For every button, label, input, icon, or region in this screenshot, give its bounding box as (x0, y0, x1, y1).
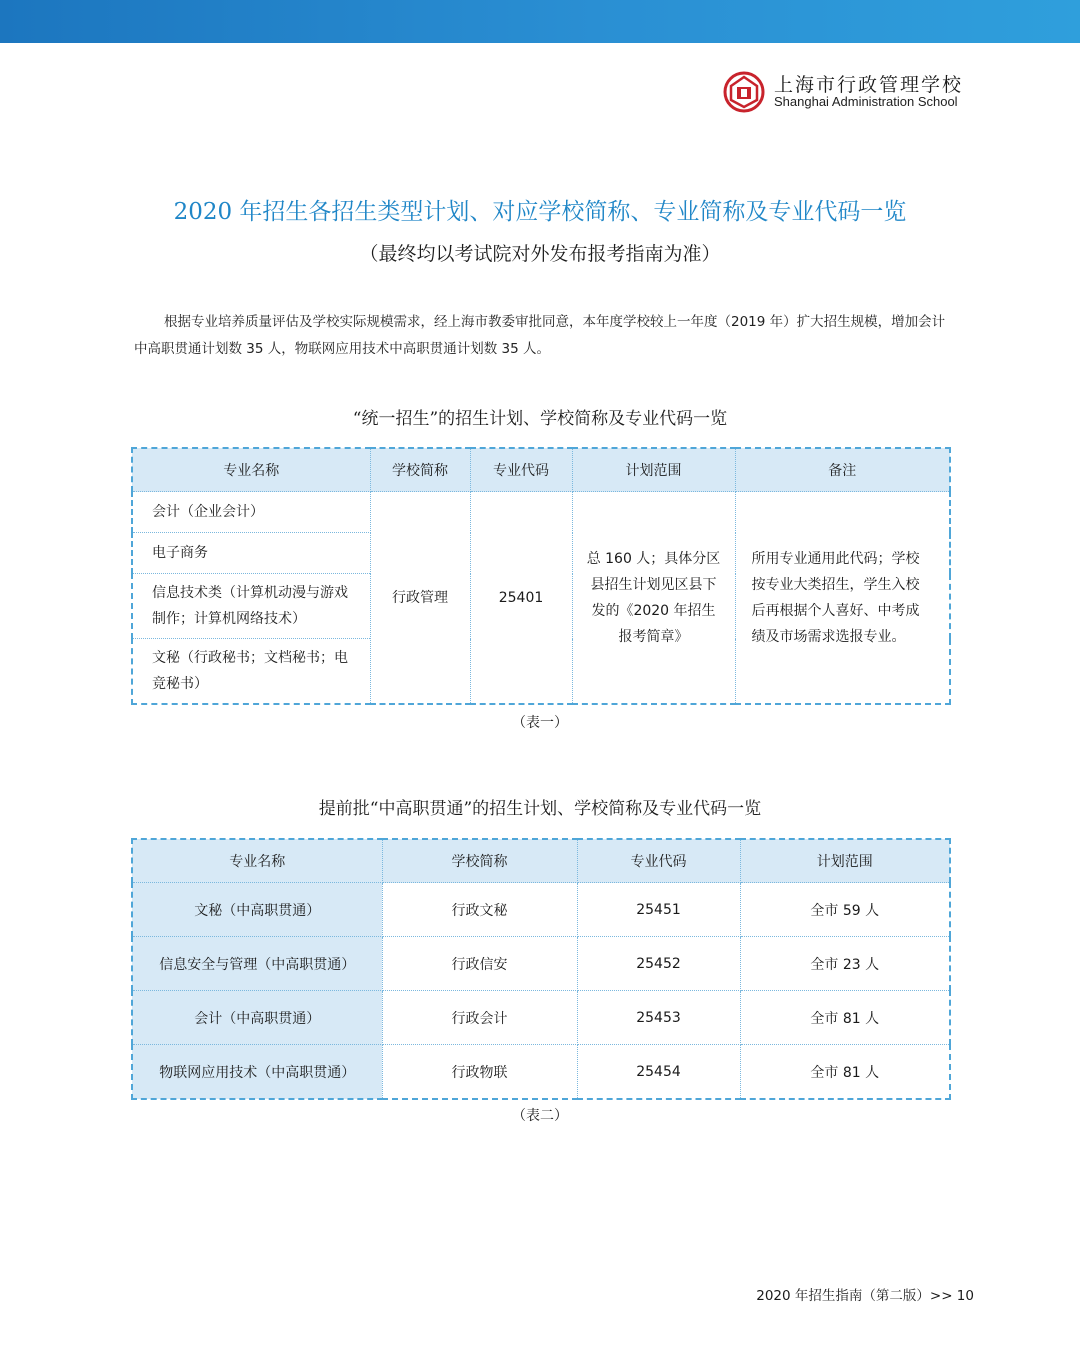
page-subtitle: （最终均以考试院对外发布报考指南为准） (359, 243, 721, 265)
table1-title: “统一招生”的招生计划、学校简称及专业代码一览 (352, 409, 728, 429)
table-header-row (132, 448, 950, 492)
school-name-cn: 上海市行政管理学校 (774, 74, 964, 96)
top-color-band (0, 0, 1080, 43)
table-row (132, 1045, 950, 1100)
school-abbr: 行政文秘 (382, 883, 577, 937)
table-row (132, 883, 950, 937)
major-name: 会计（企业会计） (132, 492, 370, 533)
school-abbr: 行政会计 (382, 991, 577, 1045)
header-cell: 专业代码 (577, 839, 740, 883)
header-cell: 学校简称 (382, 839, 577, 883)
plan-scope: 全市 81 人 (740, 1045, 950, 1100)
plan-scope: 全市 81 人 (740, 991, 950, 1045)
header-cell: 专业代码 (470, 448, 572, 492)
header-cell: 计划范围 (740, 839, 950, 883)
unified-enrollment-table (131, 447, 951, 705)
major-name: 文秘（行政秘书；文档秘书；电竞秘书） (132, 639, 370, 705)
major-name: 文秘（中高职贯通） (132, 883, 382, 937)
table2-title: 提前批“中高职贯通”的招生计划、学校简称及专业代码一览 (318, 799, 762, 819)
header-cell: 专业名称 (132, 448, 370, 492)
header-cell: 专业名称 (132, 839, 382, 883)
major-code: 25452 (577, 937, 740, 991)
plan-scope: 全市 59 人 (740, 883, 950, 937)
major-name: 物联网应用技术（中高职贯通） (132, 1045, 382, 1100)
header-cell: 计划范围 (572, 448, 735, 492)
school-abbr: 行政管理 (370, 492, 470, 705)
major-code: 25454 (577, 1045, 740, 1100)
table-row (132, 991, 950, 1045)
table2-caption: （表二） (512, 1108, 568, 1124)
school-emblem-icon (722, 70, 766, 114)
table-row (132, 492, 950, 533)
table1-caption: （表一） (512, 715, 568, 731)
intro-paragraph: 根据专业培养质量评估及学校实际规模需求，经上海市教委审批同意，本年度学校较上一年度（2019 年）扩大招生规模，增加会计中高职贯通计划数 35 人，物联网应用技术中高职贯通计划数 35 人。 (134, 314, 946, 357)
major-name: 信息安全与管理（中高职贯通） (132, 937, 382, 991)
school-logo (722, 68, 982, 114)
major-code: 25401 (470, 492, 572, 705)
school-abbr: 行政信安 (382, 937, 577, 991)
page-footer: 2020 年招生指南（第二版）>> 10 (756, 1288, 974, 1304)
major-code: 25451 (577, 883, 740, 937)
header-cell: 学校简称 (370, 448, 470, 492)
major-name: 电子商务 (132, 533, 370, 574)
major-name: 信息技术类（计算机动漫与游戏制作；计算机网络技术） (132, 574, 370, 639)
major-name: 会计（中高职贯通） (132, 991, 382, 1045)
header-cell: 备注 (735, 448, 950, 492)
school-abbr: 行政物联 (382, 1045, 577, 1100)
school-name-en: Shanghai Administration School (774, 94, 958, 109)
page-title: 2020 年招生各招生类型计划、对应学校简称、专业简称及专业代码一览 (173, 199, 907, 225)
plan-scope: 全市 23 人 (740, 937, 950, 991)
major-code: 25453 (577, 991, 740, 1045)
table-header-row (132, 839, 950, 883)
plan-scope: 总 160 人；具体分区县招生计划见区县下发的《2020 年招生报考简章》 (572, 492, 735, 705)
remarks: 所用专业通用此代码；学校按专业大类招生，学生入校后再根据个人喜好、中考成绩及市场需求选报专业。 (735, 492, 950, 705)
vocational-through-table (131, 838, 951, 1100)
table-row (132, 937, 950, 991)
